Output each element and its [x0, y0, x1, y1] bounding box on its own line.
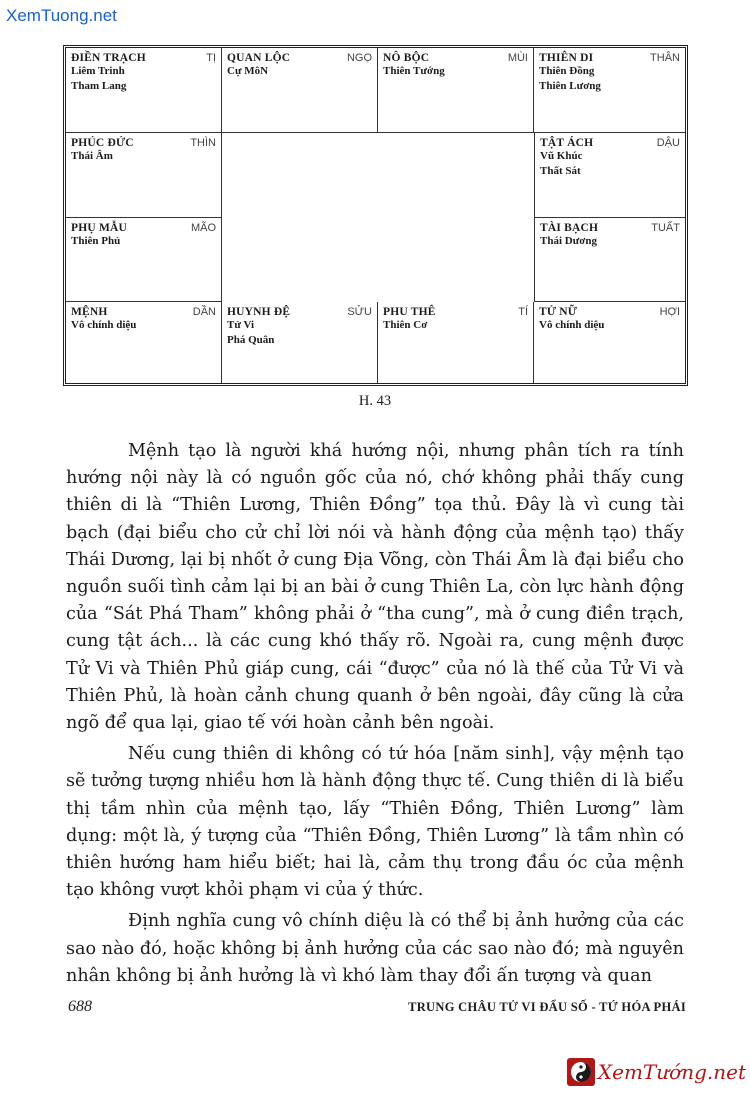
star: Thiên Tướng: [383, 65, 445, 77]
palace-phuc-duc: [66, 133, 222, 218]
palace-tat-ach: [534, 133, 685, 218]
star: Tham Lang: [71, 80, 127, 92]
star: Vũ Khúc: [540, 150, 583, 162]
palace-branch: SỬU: [347, 306, 372, 318]
star: Thiên Lương: [539, 80, 601, 92]
page-number: 688: [68, 998, 92, 1015]
star: Liêm Trinh: [71, 65, 125, 77]
logo-text: XemTướng.net: [597, 1060, 746, 1084]
palace-name: NÔ BỘC: [383, 52, 430, 64]
palace-name: TÀI BẠCH: [540, 222, 599, 234]
palace-name: HUYNH ĐỆ: [227, 306, 291, 318]
star: Thái Âm: [71, 150, 113, 162]
palace-branch: DẦN: [192, 306, 216, 318]
palace-name: ĐIỀN TRẠCH: [71, 52, 146, 64]
star: Thất Sát: [540, 165, 581, 177]
palace-branch: THÂN: [650, 52, 680, 64]
paragraph: Nếu cung thiên di không có tứ hóa [năm sinh], vậy mệnh tạo sẽ tưởng tượng nhiều hơn là hành động thực tế. Cung thiên di là biểu thị tầm nhìn của mệnh tạo, lấy “Thiên Đồng, Thiên Lương” làm dụng: một là, ý tượng của “Thiên Đồng, Thiên Lương” là tầm nhìn có thiên hướng ham hiểu biết; hai là, cảm thụ trong đầu óc của mệnh tạo không vượt khỏi phạm vi của ý thức.: [66, 744, 684, 901]
palace-huynh-de: [222, 302, 378, 383]
site-watermark: XemTuong.net: [6, 6, 117, 25]
star: Thái Dương: [540, 235, 598, 247]
palace-quan-loc: [222, 48, 378, 133]
palace-name: TẬT ÁCH: [540, 137, 594, 149]
palace-phu-mau: [66, 218, 222, 302]
palace-branch: HỢI: [659, 306, 680, 318]
star: Vô chính diệu: [71, 319, 137, 331]
palace-branch: DẬU: [656, 137, 680, 149]
palace-menh: [66, 302, 222, 383]
star: Thiên Cơ: [383, 319, 428, 331]
palace-name: MỆNH: [71, 306, 108, 318]
site-logo[interactable]: [567, 1058, 746, 1086]
palace-dien-trach: [66, 48, 222, 133]
star: Phá Quân: [227, 334, 275, 346]
palace-name: PHỤ MẪU: [71, 222, 128, 234]
palace-branch: TÍ: [518, 306, 528, 318]
palace-branch: NGỌ: [346, 52, 372, 64]
palace-name: THIÊN DI: [539, 52, 594, 64]
palace-branch: TUẤT: [651, 222, 680, 234]
palace-name: PHÚC ĐỨC: [71, 137, 134, 149]
palace-tai-bach: [534, 218, 685, 302]
palace-no-boc: [378, 48, 534, 133]
palace-branch: THÌN: [190, 137, 216, 149]
star: Tử Vi: [227, 319, 255, 331]
palace-phu-the: [378, 302, 534, 383]
paragraph: Mệnh tạo là người khá hướng nội, nhưng phân tích ra tính hướng nội này là có nguồn gốc của nó, chớ không phải thấy cung thiên di là “Thiên Lương, Thiên Đồng” tọa thủ. Đây là vì cung tài bạch (đại biểu cho cử chỉ lời nói và hành động của mệnh tạo) thấy Thái Dương, lại bị nhốt ở cung Địa Võng, còn Thái Âm là đại biểu cho nguồn suối tình cảm lại bị an bài ở cung Thiên La, còn lực hành động của “Sát Phá Tham” không phải ở “tha cung”, mà ở cung điền trạch, cung tật ách... là các cung khó thấy rõ. Ngoài ra, cung mệnh được Tử Vi và Thiên Phủ giáp cung, cái “được” của nó là thế của Tử Vi và Thiên Phủ, là hoàn cảnh chung quanh ở bên ngoài, đây cũng là cửa ngõ để qua lại, giao tế với hoàn cảnh bên ngoài.: [66, 441, 684, 734]
star: Thiên Phủ: [71, 235, 121, 247]
star: Thiên Đồng: [539, 65, 595, 77]
paragraph: Định nghĩa cung vô chính diệu là có thể bị ảnh hưởng của các sao nào đó, hoặc không bị ảnh hưởng của các sao nào đó; mà nguyên nhân không bị ảnh hưởng là vì khó làm thay đổi ấn tượng và quan: [66, 911, 684, 986]
body-text: [66, 438, 684, 994]
yin-yang-icon: [567, 1058, 595, 1086]
book-title: TRUNG CHÂU TỬ VI ĐẨU SỐ - TỨ HÓA PHÁI: [408, 1000, 686, 1014]
palace-name: PHU THÊ: [383, 306, 436, 318]
star: Cự MôN: [227, 65, 269, 77]
figure-caption: H. 43: [358, 393, 392, 409]
palace-branch: MÃO: [190, 222, 216, 234]
palace-branch: MÙI: [507, 52, 528, 64]
palace-branch: TỊ: [206, 52, 216, 64]
palace-thien-di: [534, 48, 685, 133]
star: Vô chính diệu: [539, 319, 605, 331]
palace-name: TỬ NỮ: [539, 306, 578, 318]
palace-name: QUAN LỘC: [227, 52, 291, 64]
palace-tu-nu: [534, 302, 685, 383]
horoscope-chart: [63, 45, 688, 386]
